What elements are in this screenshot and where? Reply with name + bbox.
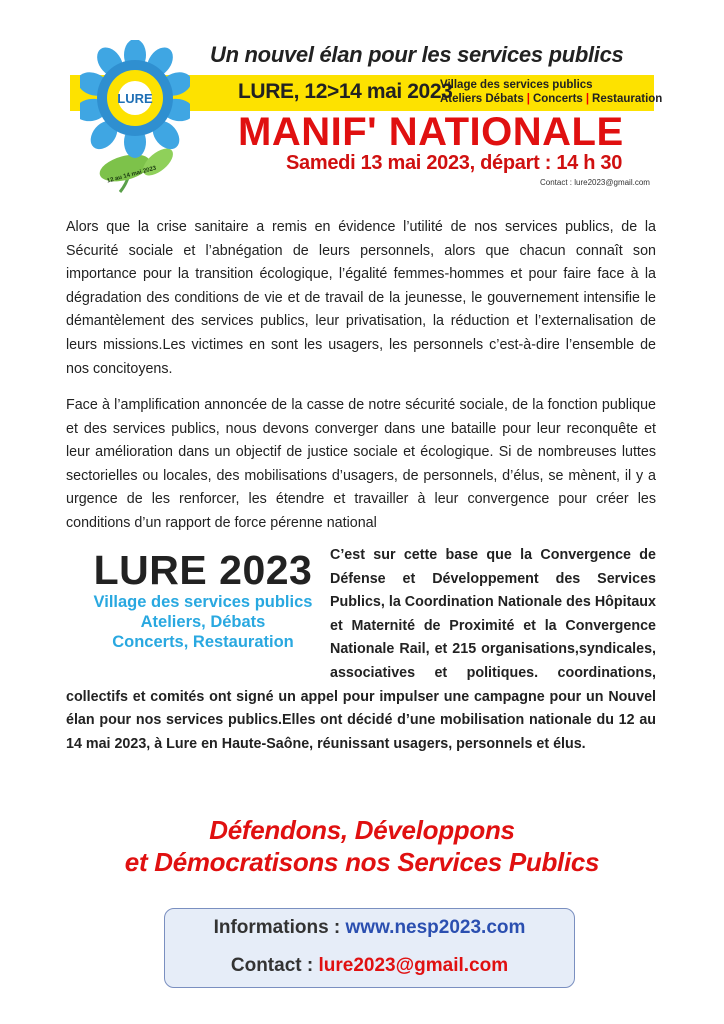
lure-box-line-1: Village des services publics	[93, 593, 313, 611]
paragraph-convergence: C’est sur cette base que la Convergence de Défense et Développement des Services Publics, la Coordination Nationale des Hôpitaux et Maternité de Proximité et la Convergence Nationale Rail, et 215 organisations,syndicales, associatives et politiques. coordinations, collectifs et comités ont signé un appel pour impulser une campagne pour un Nouvel élan pour nos services publics.Elles ont décidé d’une mobilisation nationale du 12 au 14 mai 2023, à Lure en Haute-Saône, réunissant usagers, personnels et élus.	[66, 547, 656, 752]
lure-2023-box	[82, 548, 324, 652]
manif-title: MANIF' NATIONALE	[238, 110, 624, 154]
slogan-line-2: et Démocratisons nos Services Publics	[124, 847, 600, 877]
paragraph-amplification: Face à l’amplification annoncée de la casse de notre sécurité sociale, de la fonction publique et des services publics, nous devons converger dans une bataille pour leur reconquête et leur amélioration dans un objectif de justice sociale et écologique. Si de nombreuses luttes sectorielles ou locales, des mobilisations d’usagers, de personnels, d’élus, se mènent, il y a urgence de les renforcer, les étendre et travailler à leur convergence pour créer les conditions d’un rapport de force pérenne national	[66, 397, 656, 531]
village-lines	[440, 78, 662, 106]
header-tagline: Un nouvel élan pour les services publics	[210, 42, 624, 67]
slogan	[0, 814, 724, 878]
header-contact: Contact : lure2023@gmail.com	[540, 178, 650, 187]
lure-box-line-2: Ateliers, Débats	[140, 613, 266, 631]
logo-leaf-text: 12 au 14 mai 2023	[106, 165, 158, 185]
village-line: Village des services publics	[440, 79, 593, 91]
manif-date: Samedi 13 mai 2023, départ : 14 h 30	[286, 152, 623, 174]
info-label: Informations :	[213, 917, 346, 938]
info-url-link[interactable]: www.nesp2023.com	[345, 917, 526, 938]
logo-center-text: LURE	[117, 91, 153, 106]
contact-email-link[interactable]: lure2023@gmail.com	[318, 955, 509, 976]
activities-line: Ateliers Débats | Concerts | Restauration	[440, 93, 663, 105]
info-box	[164, 908, 575, 988]
lure-logo	[80, 40, 190, 195]
lure-box-line-3: Concerts, Restauration	[112, 633, 294, 651]
contact-line	[165, 955, 574, 977]
paragraph-intro: Alors que la crise sanitaire a remis en évidence l’utilité de nos services publics, de la Sécurité sociale et l’abnégation de leurs personnels, alors que chacun connaît son importance pour la transition écologique, l’égalité femmes-hommes et pour faire face à la dégradation des conditions de vie et de travail de la jeunesse, le gouvernement intensifie le démantèlement des services publics, leur privatisation, la réduction et l’externalisation de leurs missions.Les victimes en sont les usagers, les personnels c’est-à-dire l’ensemble de nos concitoyens.	[66, 219, 656, 377]
contact-label: Contact :	[230, 955, 319, 976]
lure-box-title: LURE 2023	[93, 547, 313, 593]
lure-dates: LURE, 12>14 mai 2023	[238, 80, 453, 103]
info-line	[165, 917, 574, 939]
flower-logo-icon	[80, 40, 190, 195]
slogan-line-1: Défendons, Développons	[209, 815, 515, 845]
